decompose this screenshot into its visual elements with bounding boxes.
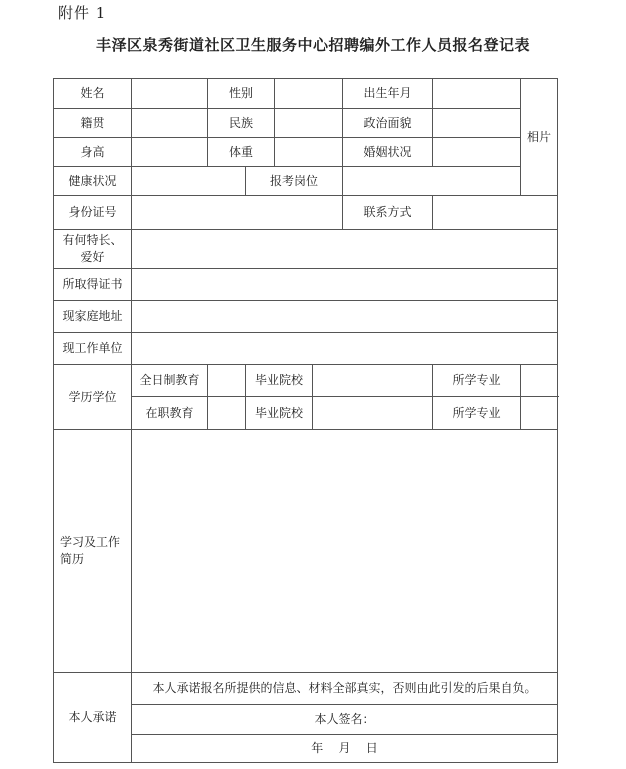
label-birth: 出生年月 [343, 79, 433, 109]
field-certificates[interactable] [132, 269, 558, 301]
date-line[interactable]: 年 月 日 [132, 735, 558, 763]
label-specialties [54, 230, 132, 269]
field-school-2[interactable] [313, 397, 433, 430]
label-id-number: 身份证号 [54, 196, 132, 230]
label-resume [54, 430, 132, 673]
field-position[interactable] [343, 167, 521, 196]
field-native-place[interactable] [132, 109, 208, 138]
field-id-number[interactable] [132, 196, 343, 230]
label-education: 学历学位 [54, 365, 132, 430]
field-weight[interactable] [275, 138, 343, 167]
label-specialties-line2: 爱好 [80, 250, 105, 264]
field-name[interactable] [132, 79, 208, 109]
label-gender: 性别 [208, 79, 275, 109]
field-address[interactable] [132, 301, 558, 333]
field-birth[interactable] [433, 79, 521, 109]
field-resume[interactable] [132, 430, 558, 673]
field-fulltime[interactable] [208, 365, 246, 397]
photo-box[interactable]: 相片 [521, 79, 558, 196]
field-marital-status[interactable] [433, 138, 521, 167]
attachment-label: 附件 1 [58, 4, 107, 22]
field-political-status[interactable] [433, 109, 521, 138]
form-title: 丰泽区泉秀街道社区卫生服务中心招聘编外工作人员报名登记表 [95, 36, 530, 54]
label-political-status: 政治面貌 [343, 109, 433, 138]
field-work-unit[interactable] [132, 333, 558, 365]
label-fulltime: 全日制教育 [132, 365, 208, 397]
label-position: 报考岗位 [246, 167, 343, 196]
field-specialties[interactable] [132, 230, 558, 269]
field-school-1[interactable] [313, 365, 433, 397]
field-health[interactable] [132, 167, 246, 196]
label-contact: 联系方式 [343, 196, 433, 230]
label-specialties-line1: 有何特长、 [62, 233, 123, 247]
label-marital-status: 婚姻状况 [343, 138, 433, 167]
field-contact[interactable] [433, 196, 558, 230]
pledge-text: 本人承诺报名所提供的信息、材料全部真实，否则由此引发的后果自负。 [132, 673, 558, 705]
registration-form [53, 78, 558, 763]
label-major-1: 所学专业 [433, 365, 521, 397]
label-certificates: 所取得证书 [54, 269, 132, 301]
label-work-unit: 现工作单位 [54, 333, 132, 365]
label-school-2: 毕业院校 [246, 397, 313, 430]
label-school-1: 毕业院校 [246, 365, 313, 397]
field-major-1[interactable] [521, 365, 558, 397]
label-resume-line1: 学习及工作 [60, 535, 121, 549]
label-health: 健康状况 [54, 167, 132, 196]
signature-line[interactable]: 本人签名： [132, 705, 558, 735]
label-inservice: 在职教育 [132, 397, 208, 430]
label-weight: 体重 [208, 138, 275, 167]
label-ethnicity: 民族 [208, 109, 275, 138]
label-pledge: 本人承诺 [54, 673, 132, 763]
label-address: 现家庭地址 [54, 301, 132, 333]
field-major-2[interactable] [521, 397, 558, 430]
field-gender[interactable] [275, 79, 343, 109]
label-major-2: 所学专业 [433, 397, 521, 430]
field-ethnicity[interactable] [275, 109, 343, 138]
field-inservice[interactable] [208, 397, 246, 430]
label-resume-line2: 简历 [60, 552, 85, 566]
field-height[interactable] [132, 138, 208, 167]
label-name: 姓名 [54, 79, 132, 109]
label-native-place: 籍贯 [54, 109, 132, 138]
label-height: 身高 [54, 138, 132, 167]
